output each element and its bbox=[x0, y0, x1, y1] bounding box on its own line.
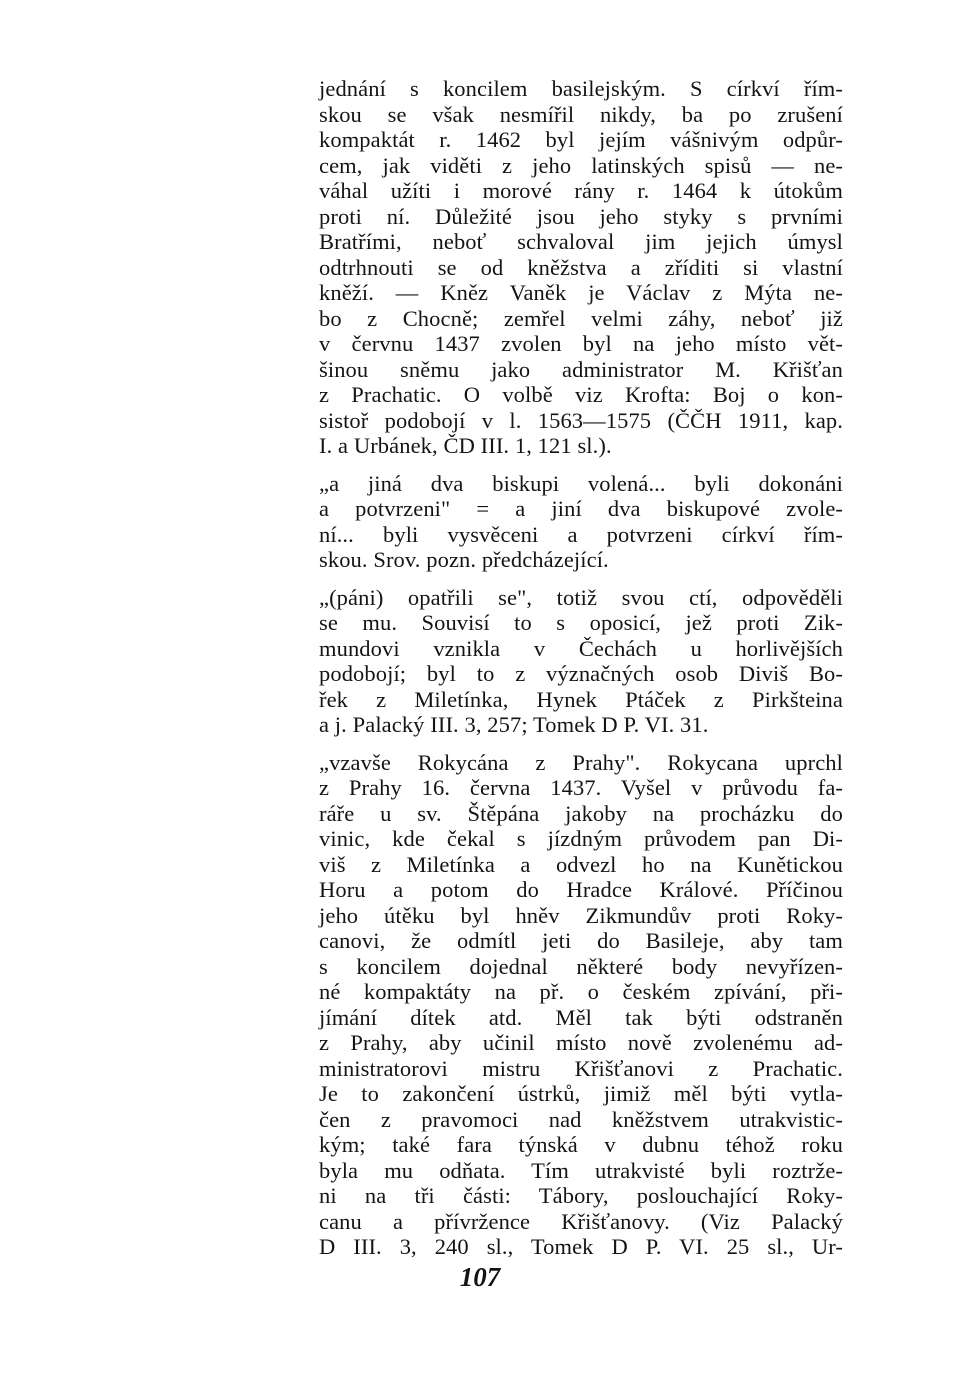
text-line: řek z Miletínka, Hynek Ptáček z Pirkšteina bbox=[319, 686, 843, 712]
text-line: canovi, že odmítl jeti do Basileje, aby tam bbox=[319, 928, 843, 953]
text-line: jímání dítek atd. Měl tak býti odstraněn bbox=[319, 1004, 843, 1030]
text-line: odtrhnouti se od kněžstva a zříditi si vlastní bbox=[319, 254, 843, 280]
text-line: cem, jak viděti z jeho latinských spisů — ne- bbox=[319, 152, 843, 178]
note-paragraph-vanek bbox=[319, 76, 843, 459]
text-line: z Prachatic. O volbě viz Krofta: Boj o kon- bbox=[319, 382, 843, 407]
text-line: jeho útěku byl hněv Zikmundův proti Roky- bbox=[319, 902, 843, 928]
text-line: proti ní. Důležité jsou jeho styky s prvními bbox=[319, 203, 843, 229]
text-line: né kompaktáty na př. o českém zpívání, při- bbox=[319, 979, 843, 1004]
text-line: Bratřími, neboť schvaloval jim jejich úmysl bbox=[319, 229, 843, 254]
text-line: ní... byli vysvěceni a potvrzeni církví řím- bbox=[319, 521, 843, 547]
note-paragraph-lords bbox=[319, 585, 843, 738]
text-line: Horu a potom do Hradce Králové. Příčinou bbox=[319, 877, 843, 902]
text-line: canu a přívržence Křišťanovy. (Viz Palacký bbox=[319, 1208, 843, 1234]
text-line: „vzavše Rokycána z Prahy". Rokycana uprchl bbox=[319, 749, 843, 775]
text-line: kým; také fara týnská v dubnu téhož roku bbox=[319, 1132, 843, 1157]
text-line: čen z pravomoci nad kněžstvem utrakvistic- bbox=[319, 1106, 843, 1132]
page-number: 107 bbox=[459, 1262, 501, 1292]
text-line: D III. 3, 240 sl., Tomek D P. VI. 25 sl., Ur- bbox=[319, 1234, 843, 1259]
text-line: kompaktát r. 1462 byl jejím vášnivým odpůr- bbox=[319, 127, 843, 152]
note-paragraph-rokycana bbox=[319, 750, 843, 1260]
text-line: skou. Srov. pozn. předcházející. bbox=[319, 547, 609, 572]
text-line: sistoř podobojí v l. 1563—1575 (ČČH 1911, kap. bbox=[319, 407, 843, 433]
note-paragraph-bishops bbox=[319, 471, 843, 573]
text-line: Je to zakončení ústrků, jimiž měl býti vytla- bbox=[319, 1081, 843, 1106]
text-line: a potvrzeni" = a jiní dva biskupové zvole- bbox=[319, 496, 843, 521]
text-line: se mu. Souvisí to s oposicí, jež proti Zik- bbox=[319, 610, 843, 635]
text-line: z Prahy 16. června 1437. Vyšel v průvodu fa- bbox=[319, 775, 843, 800]
text-line: „a jiná dva biskupi volená... byli dokonáni bbox=[319, 470, 843, 496]
text-line: a j. Palacký III. 3, 257; Tomek D P. VI. 31. bbox=[319, 712, 709, 737]
text-line: šinou sněmu jako administrator M. Křišťan bbox=[319, 356, 843, 382]
text-line: jednání s koncilem basilejským. S církví řím- bbox=[319, 76, 843, 101]
text-line: „(páni) opatřili se", totiž svou ctí, odpověděli bbox=[319, 584, 843, 610]
text-line: skou se však nesmířil nikdy, ba po zrušení bbox=[319, 101, 843, 127]
text-line: s koncilem dojednal některé body nevyřízen- bbox=[319, 953, 843, 979]
text-line: ni na tři části: Tábory, poslouchající Roky- bbox=[319, 1183, 843, 1208]
text-line: mundovi vznikla v Čechách u horlivějších bbox=[319, 635, 843, 661]
text-line: byla mu odňata. Tím utrakvisté byli roztrže- bbox=[319, 1157, 843, 1183]
text-line: váhal užíti i morové rány r. 1464 k útokům bbox=[319, 178, 843, 203]
text-line: podobojí; byl to z význačných osob Diviš Bo- bbox=[319, 661, 843, 686]
footnote-text-column bbox=[319, 76, 843, 1260]
text-line: z Prahy, aby učinil místo nově zvolenému ad- bbox=[319, 1030, 843, 1055]
text-line: vinic, kde čekal s jízdným průvodem pan Di- bbox=[319, 826, 843, 851]
text-line: viš z Miletínka a odvezl ho na Kunětickou bbox=[319, 851, 843, 877]
text-line: v červnu 1437 zvolen byl na jeho místo vět- bbox=[319, 331, 843, 356]
text-line: I. a Urbánek, ČD III. 1, 121 sl.). bbox=[319, 433, 612, 458]
text-line: kněží. — Kněz Vaněk je Václav z Mýta ne- bbox=[319, 280, 843, 305]
text-line: bo z Chocně; zemřel velmi záhy, neboť již bbox=[319, 305, 843, 331]
text-line: ráře u sv. Štěpána jakoby na procházku do bbox=[319, 800, 843, 826]
text-line: ministratorovi mistru Křišťanovi z Prachatic. bbox=[319, 1055, 843, 1081]
